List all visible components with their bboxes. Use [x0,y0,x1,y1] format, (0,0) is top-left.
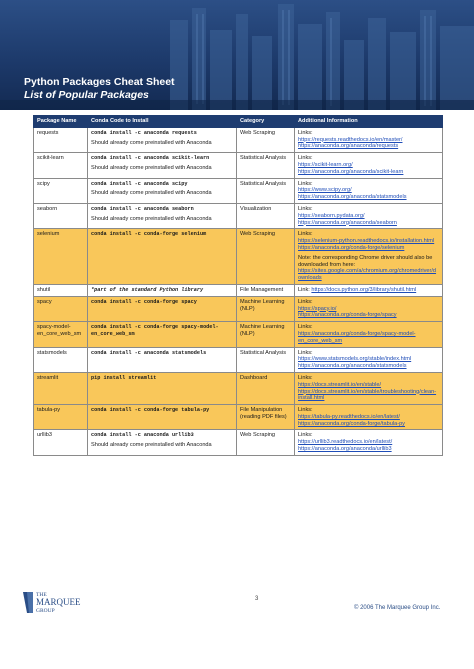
header-banner [0,0,474,110]
install-code-cell [88,347,237,372]
install-command: conda install -c anaconda scikit-learn [91,155,210,162]
install-note: Should already come preinstalled with Anaconda [91,215,212,222]
additional-info-cell [295,372,443,404]
info-note: Note: the corresponding Chrome driver should also be downloaded from here: [298,254,433,268]
additional-info-cell [295,203,443,228]
doc-link[interactable]: https://anaconda.org/anaconda/scikit-learn [298,168,404,175]
package-name-cell: seaborn [34,203,88,228]
links-label: Links: [298,432,313,439]
package-name-cell: streamlit [34,372,88,404]
table-row [34,322,443,347]
package-name-cell: selenium [34,229,88,285]
table-row [34,203,443,228]
page-subtitle: List of Popular Packages [24,89,149,101]
packages-table [33,115,443,456]
doc-link[interactable]: https://anaconda.org/conda-forge/tabula-py [298,420,405,427]
additional-info-cell [295,322,443,347]
additional-info-cell [295,296,443,321]
package-name-cell: statsmodels [34,347,88,372]
package-name-cell: spacy-model-en_core_web_sm [34,322,88,347]
links-label: Links: [298,298,313,305]
category-cell: Statistical Analysis [237,178,295,203]
links-label: Links: [298,129,313,136]
category-cell: Machine Learning (NLP) [237,296,295,321]
install-command: *part of the standard Python library [91,286,204,293]
install-command: conda install -c conda-forge tabula-py [91,407,210,414]
install-command: conda install -c conda-forge spacy-model-en_core_web_sm [91,324,219,337]
install-command: conda install -c anaconda scipy [91,180,188,187]
doc-link[interactable]: https://spacy.io/ [298,305,337,312]
doc-link[interactable]: https://docs.streamlit.io/en/stable/ [298,381,382,388]
category-cell: Visualization [237,203,295,228]
install-command: conda install -c anaconda seaborn [91,205,194,212]
doc-link[interactable]: https://anaconda.org/anaconda/statsmodels [298,194,407,201]
install-command: conda install -c anaconda statsmodels [91,349,207,356]
additional-info-cell [295,229,443,285]
table-row [34,347,443,372]
table-row [34,127,443,152]
additional-info-cell [295,127,443,152]
table-row [34,372,443,404]
category-cell: File Management [237,284,295,296]
install-command: conda install -c conda-forge selenium [91,231,207,238]
category-cell: Web Scraping [237,127,295,152]
package-name-cell: shutil [34,284,88,296]
doc-link[interactable]: https://anaconda.org/conda-forge/selenium [298,244,405,251]
table-row [34,430,443,455]
links-label: Links: [298,374,313,381]
additional-info-cell [295,430,443,455]
links-label: Links: [298,231,313,238]
install-code-cell [88,127,237,152]
install-command: conda install -c anaconda requests [91,129,197,136]
table-row [34,405,443,430]
column-header-category: Category [237,116,295,128]
table-row [34,153,443,178]
install-note: Should already come preinstalled with Anaconda [91,190,212,197]
doc-link[interactable]: https://anaconda.org/conda-forge/spacy-model-en_core_web_sm [298,330,416,344]
additional-info-cell [295,178,443,203]
doc-link[interactable]: https://requests.readthedocs.io/en/master/ [298,136,403,143]
logo-text-the: THE [36,592,47,598]
install-command: pip install streamlit [91,374,157,381]
install-code-cell [88,178,237,203]
page-number: 3 [255,596,259,602]
doc-link[interactable]: https://docs.streamlit.io/en/stable/troubleshooting/clean-install.html [298,388,437,402]
links-label: Links: [298,155,313,162]
doc-link[interactable]: https://anaconda.org/anaconda/urllib3 [298,446,392,453]
category-cell: Dashboard [237,372,295,404]
package-name-cell: tabula-py [34,405,88,430]
additional-info-cell [295,284,443,296]
category-cell: Web Scraping [237,430,295,455]
category-cell: File Manipulation (reading PDF files) [237,405,295,430]
install-code-cell [88,296,237,321]
install-code-cell [88,430,237,455]
install-code-cell [88,322,237,347]
links-label: Links: [298,180,313,187]
column-header-package-name: Package Name [34,116,88,128]
page-title: Python Packages Cheat Sheet [24,76,175,88]
links-label: Links: [298,324,313,331]
doc-link[interactable]: https://urllib3.readthedocs.io/en/latest/ [298,439,393,446]
category-cell: Statistical Analysis [237,153,295,178]
doc-link[interactable]: https://docs.python.org/3/library/shutil.html [311,286,417,293]
links-label: Links: [298,349,313,356]
install-code-cell [88,284,237,296]
doc-link[interactable]: https://anaconda.org/anaconda/statsmodels [298,363,407,370]
table-header-row [34,116,443,128]
additional-info-cell [295,153,443,178]
install-code-cell [88,405,237,430]
additional-info-cell [295,347,443,372]
category-cell: Machine Learning (NLP) [237,322,295,347]
doc-link[interactable]: https://anaconda.org/conda-forge/spacy [298,312,397,319]
install-note: Should already come preinstalled with Anaconda [91,139,212,146]
install-command: conda install -c anaconda urllib3 [91,432,194,439]
download-link[interactable]: https://sites.google.com/a/chromium.org/chromedriver/downloads [298,268,437,282]
doc-link[interactable]: https://scikit-learn.org/ [298,161,353,168]
copyright-notice: © 2006 The Marquee Group Inc. [354,605,441,611]
package-name-cell: urllib3 [34,430,88,455]
doc-link[interactable]: https://anaconda.org/anaconda/seaborn [298,219,397,226]
table-row [34,284,443,296]
package-name-cell: spacy [34,296,88,321]
category-cell: Statistical Analysis [237,347,295,372]
doc-link[interactable]: https://selenium-python.readthedocs.io/installation.html [298,238,435,245]
package-name-cell: scikit-learn [34,153,88,178]
install-code-cell [88,229,237,285]
links-label: Links: [298,205,313,212]
category-cell: Web Scraping [237,229,295,285]
packages-table-container [33,115,442,456]
package-name-cell: requests [34,127,88,152]
table-body [34,127,443,455]
doc-link[interactable]: https://tabula-py.readthedocs.io/en/latest/ [298,413,400,420]
doc-link[interactable]: https://www.statsmodels.org/stable/index.html [298,356,412,363]
marquee-group-logo [22,589,92,615]
install-code-cell [88,153,237,178]
links-label: Links: [298,407,313,414]
links-label: Link: [298,286,310,293]
package-name-cell: scipy [34,178,88,203]
table-row [34,229,443,285]
table-row [34,296,443,321]
doc-link[interactable]: https://anaconda.org/anaconda/requests [298,143,399,150]
doc-link[interactable]: https://seaborn.pydata.org/ [298,212,365,219]
install-command: conda install -c conda-forge spacy [91,298,197,305]
column-header-conda-code: Conda Code to Install [88,116,237,128]
doc-link[interactable]: https://www.scipy.org/ [298,187,352,194]
logo-text-group: GROUP [36,608,55,614]
install-note: Should already come preinstalled with Anaconda [91,164,212,171]
logo-text-marquee: MARQUEE [36,597,81,607]
install-note: Should already come preinstalled with Anaconda [91,442,212,449]
table-row [34,178,443,203]
column-header-additional-info: Additional Information [295,116,443,128]
install-code-cell [88,203,237,228]
install-code-cell [88,372,237,404]
additional-info-cell [295,405,443,430]
